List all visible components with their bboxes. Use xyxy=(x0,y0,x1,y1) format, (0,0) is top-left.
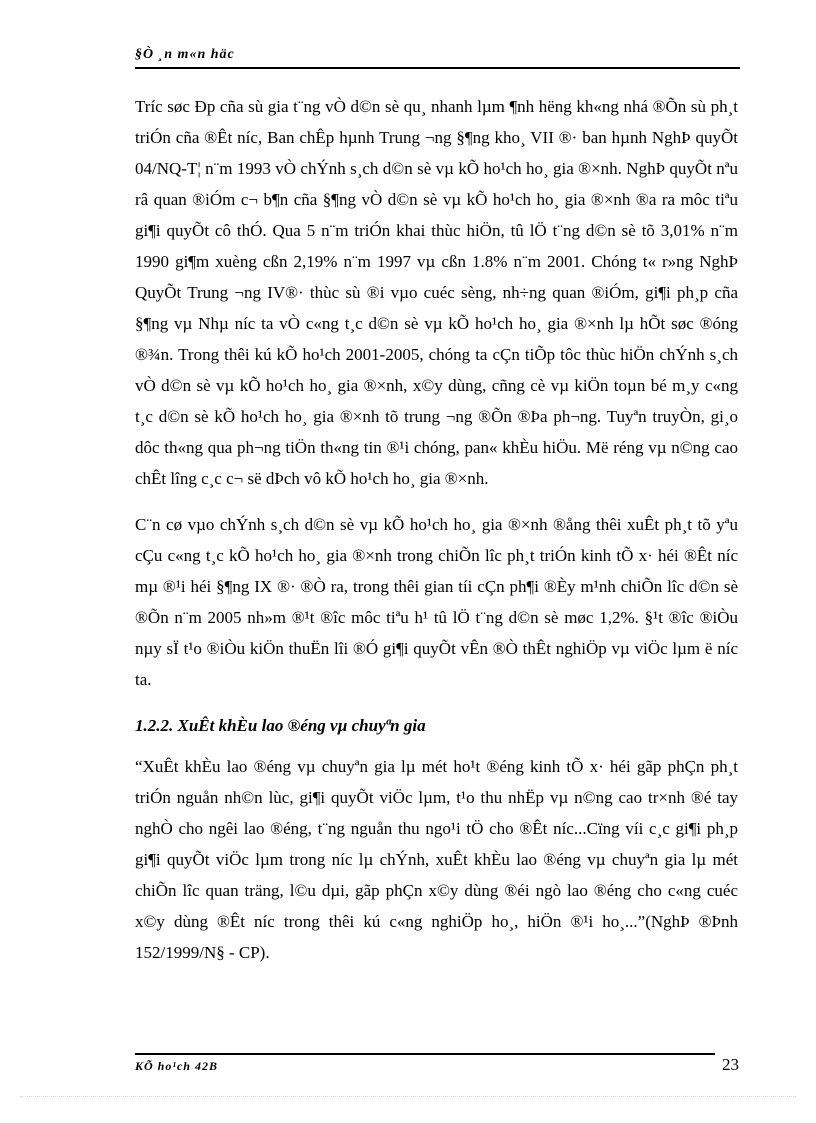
running-footer: KÕ ho¹ch 42B xyxy=(135,1059,218,1073)
page-edge-rule xyxy=(20,1096,796,1097)
paragraph-2: C¨n cø vµo chÝnh s¸ch d©n sè vµ kÕ ho¹ch ho¸ gia ®×nh ®ång thêi xuÊt ph¸t tõ yªu cÇu c«ng t¸c kÕ ho¹ch ho¸ gia ®×nh trong chiÕn lîc ph¸t triÓn kinh tÕ x· héi ®Êt níc mµ ®¹i héi §¶ng IX ®· ®Ò ra, trong thêi gian tíi cÇn ph¶i ®Èy m¹nh chiÕn lîc d©n sè ®Õn n¨m 2005 nh»m ®¹t ®îc môc tiªu h¹ tû lÖ t¨ng d©n sè møc 1,2%. §¹t ®îc ®iÒu nµy sÏ t¹o ®iÒu kiÖn thuËn lîi ®Ó gi¶i quyÕt vÊn ®Ò thÊt nghiÖp vµ viÖc lµm ë níc ta. xyxy=(135,515,738,689)
running-header: §Ò ¸n m«n häc xyxy=(135,47,235,62)
quote-paragraph: “XuÊt khÈu lao ®éng vµ chuyªn gia lµ mét ho¹t ®éng kinh tÕ x· héi gãp phÇn ph¸t triÓn nguån nh©n lùc, gi¶i quyÕt viÖc lµm, t¹o thu nhËp vµ n©ng cao tr×nh ®é tay nghÒ cho ngêi lao ®éng, t¨ng nguån thu ngo¹i tÖ cho ®Êt níc...Cïng víi c¸c gi¶i ph¸p gi¶i quyÕt viÖc lµm trong níc lµ chÝnh, xuÊt khÈu lao ®éng vµ chuyªn gia lµ mét chiÕn lîc quan träng, l©u dµi, gãp phÇn x©y dùng ®éi ngò lao ®éng cho c«ng cuéc x©y dùng ®Êt níc trong thêi kú c«ng nghiÖp ho¸, hiÖn ®¹i ho¸...”(NghÞ ®Þnh 152/1999/N§ - CP). xyxy=(135,757,738,962)
page-number: 23 xyxy=(722,1055,739,1074)
footer-rule xyxy=(135,1053,715,1055)
paragraph-1: Tríc søc Ðp cña sù gia t¨ng vÒ d©n sè qu¸ nhanh lµm ¶nh hëng kh«ng nhá ®Õn sù ph¸t triÓn cña ®Êt níc, Ban chÊp hµnh Trung ¬ng §¶ng kho¸ VII ®· ban hµnh NghÞ quyÕt 04/NQ-T¦ n¨m 1993 vÒ chÝnh s¸ch d©n sè vµ kÕ ho¹ch ho¸ gia ®×nh. NghÞ quyÕt nªu râ quan ®iÓm c¬ b¶n cña §¶ng vÒ d©n sè vµ kÕ ho¹ch ho¸ gia ®×nh ®a ra môc tiªu gi¶i quyÕt cô thÓ. Qua 5 n¨m triÓn khai thùc hiÖn, tû lÖ t¨ng d©n sè tõ 3,01% n¨m 1990 gi¶m xuèng cßn 2,19% n¨m 1997 vµ cßn 1.8% n¨m 2001. Chóng t« r»ng NghÞ QuyÕt Trung ¬ng IV®· thùc sù ®i vµo cuéc sèng, nh÷ng quan ®iÓm, gi¶i ph¸p cña §¶ng vµ Nhµ níc ta vÒ c«ng t¸c d©n sè vµ kÕ ho¹ch ho¸ gia ®×nh lµ hÕt søc ®óng ®¾n. Trong thêi kú kÕ ho¹ch 2001-2005, chóng ta cÇn tiÕp tôc thùc hiÖn chÝnh s¸ch vÒ d©n sè vµ kÕ ho¹ch ho¸ gia ®×nh, x©y dùng, cñng cè vµ kiÖn toµn bé m¸y c«ng t¸c d©n sè kÕ ho¹ch ho¸ gia ®×nh tõ trung ¬ng ®Õn ®Þa ph¬ng. Tuyªn truyÒn, gi¸o dôc th«ng qua ph¬ng tiÖn th«ng tin ®¹i chóng, pan« khÈu hiÖu. Më réng vµ n©ng cao chÊt lîng c¸c c¬ së dÞch vô kÕ ho¹ch ho¸ gia ®×nh. xyxy=(135,97,738,488)
header-rule xyxy=(135,67,740,69)
section-heading: 1.2.2. XuÊt khÈu lao ®éng vµ chuyªn gia xyxy=(135,716,426,735)
document-body xyxy=(135,91,738,983)
